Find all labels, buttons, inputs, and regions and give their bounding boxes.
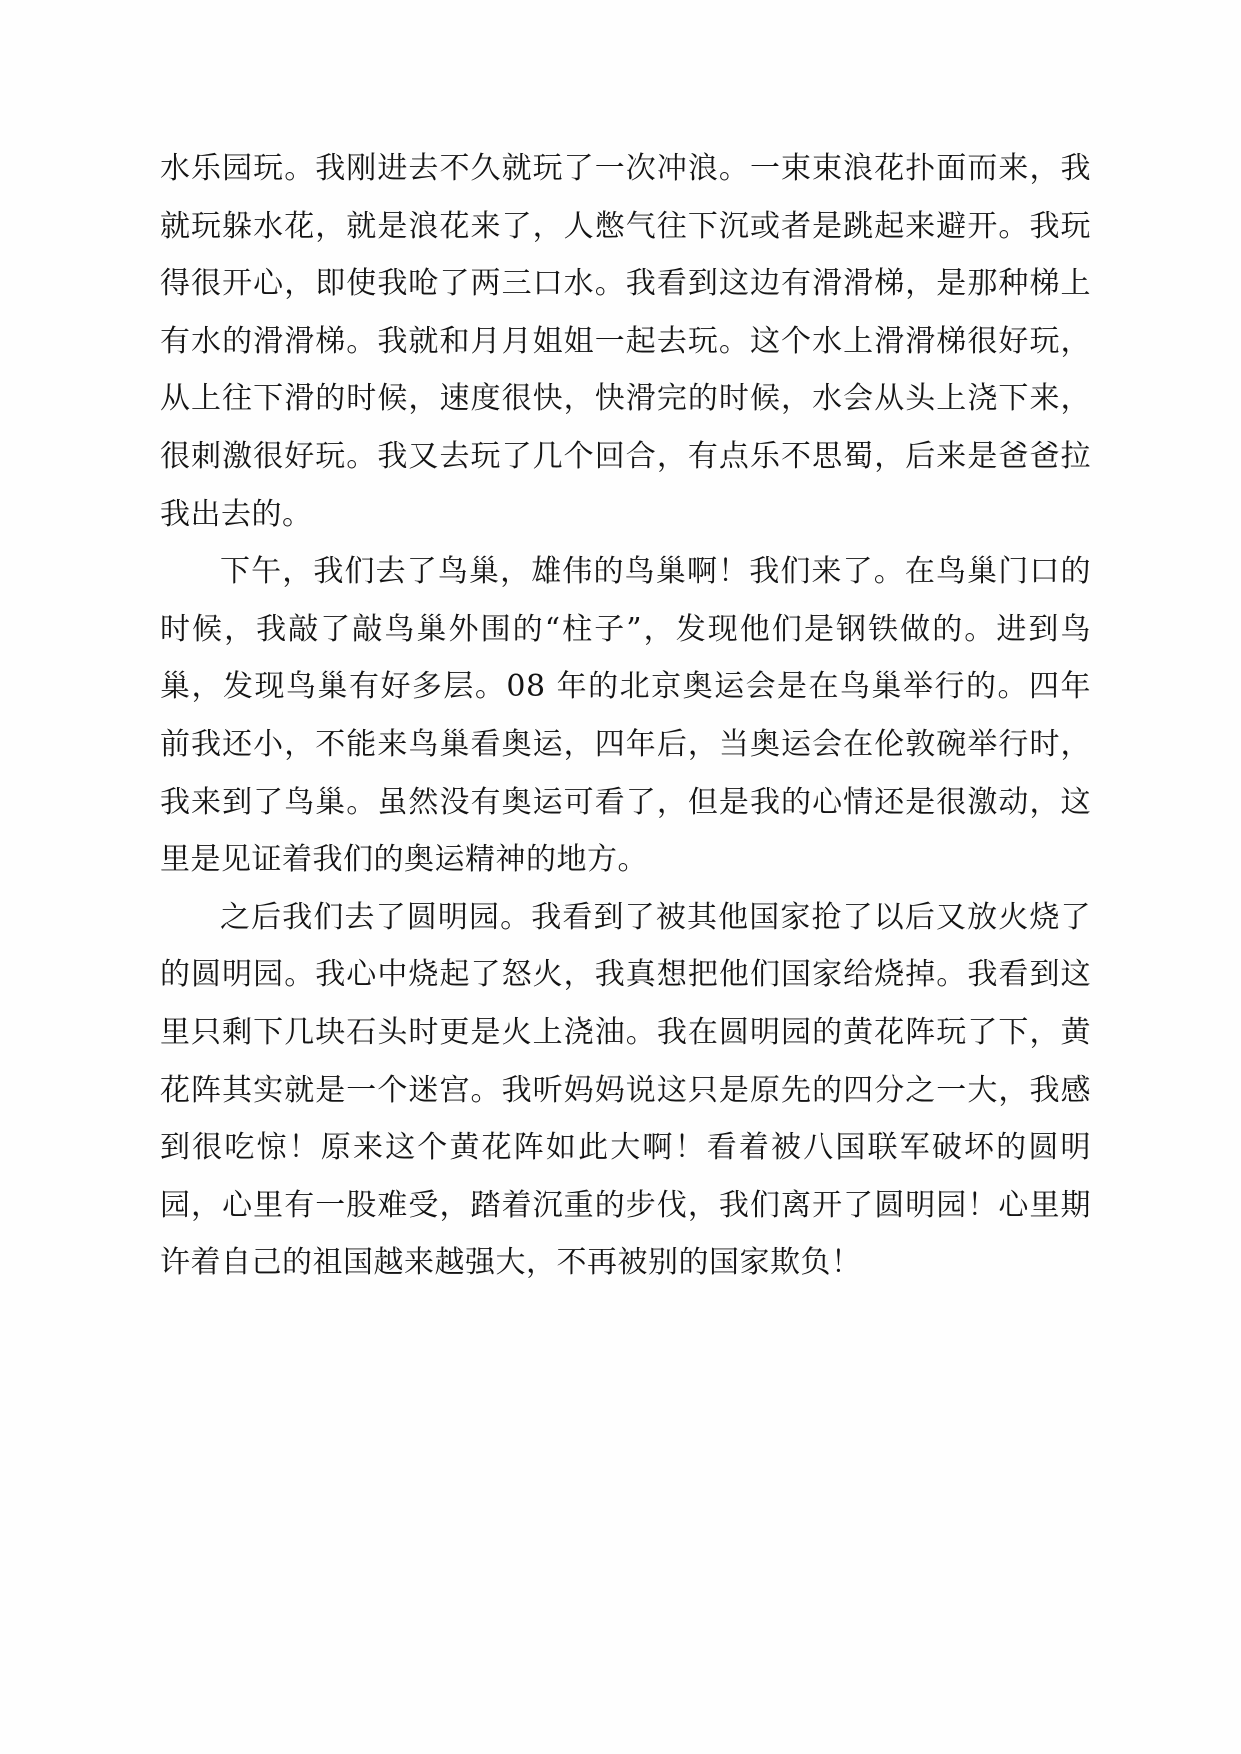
paragraph: 水乐园玩。我刚进去不久就玩了一次冲浪。一束束浪花扑面而来，我就玩躲水花，就是浪花来了，人憋气往下沉或者是跳起来避开。我玩得很开心，即使我呛了两三口水。我看到这边有滑滑梯，是那种梯上有水的滑滑梯。我就和月月姐姐一起去玩。这个水上滑滑梯很好玩，从上往下滑的时候，速度很快，快滑完的时候，水会从头上浇下来，很刺激很好玩。我又去玩了几个回合，有点乐不思蜀，后来是爸爸拉我出去的。 [160, 151, 1091, 532]
paragraph: 下午，我们去了鸟巢，雄伟的鸟巢啊！我们来了。在鸟巢门口的时候，我敲了敲鸟巢外围的“柱子”，发现他们是钢铁做的。进到鸟巢，发现鸟巢有好多层。08 年的北京奥运会是在鸟巢举行的。四年前我还小，不能来鸟巢看奥运，四年后，当奥运会在伦敦碗举行时，我来到了鸟巢。虽然没有奥运可看了，但是我的心情还是很激动，这里是见证着我们的奥运精神的地方。 [160, 554, 1091, 878]
paragraph: 之后我们去了圆明园。我看到了被其他国家抢了以后又放火烧了的圆明园。我心中烧起了怒火，我真想把他们国家给烧掉。我看到这里只剩下几块石头时更是火上浇油。我在圆明园的黄花阵玩了下，黄花阵其实就是一个迷宫。我听妈妈说这只是原先的四分之一大，我感到很吃惊！原来这个黄花阵如此大啊！看着被八国联军破坏的圆明园，心里有一股难受，踏着沉重的步伐，我们离开了圆明园！心里期许着自己的祖国越来越强大，不再被别的国家欺负！ [160, 899, 1091, 1281]
document-body [160, 140, 1091, 1292]
